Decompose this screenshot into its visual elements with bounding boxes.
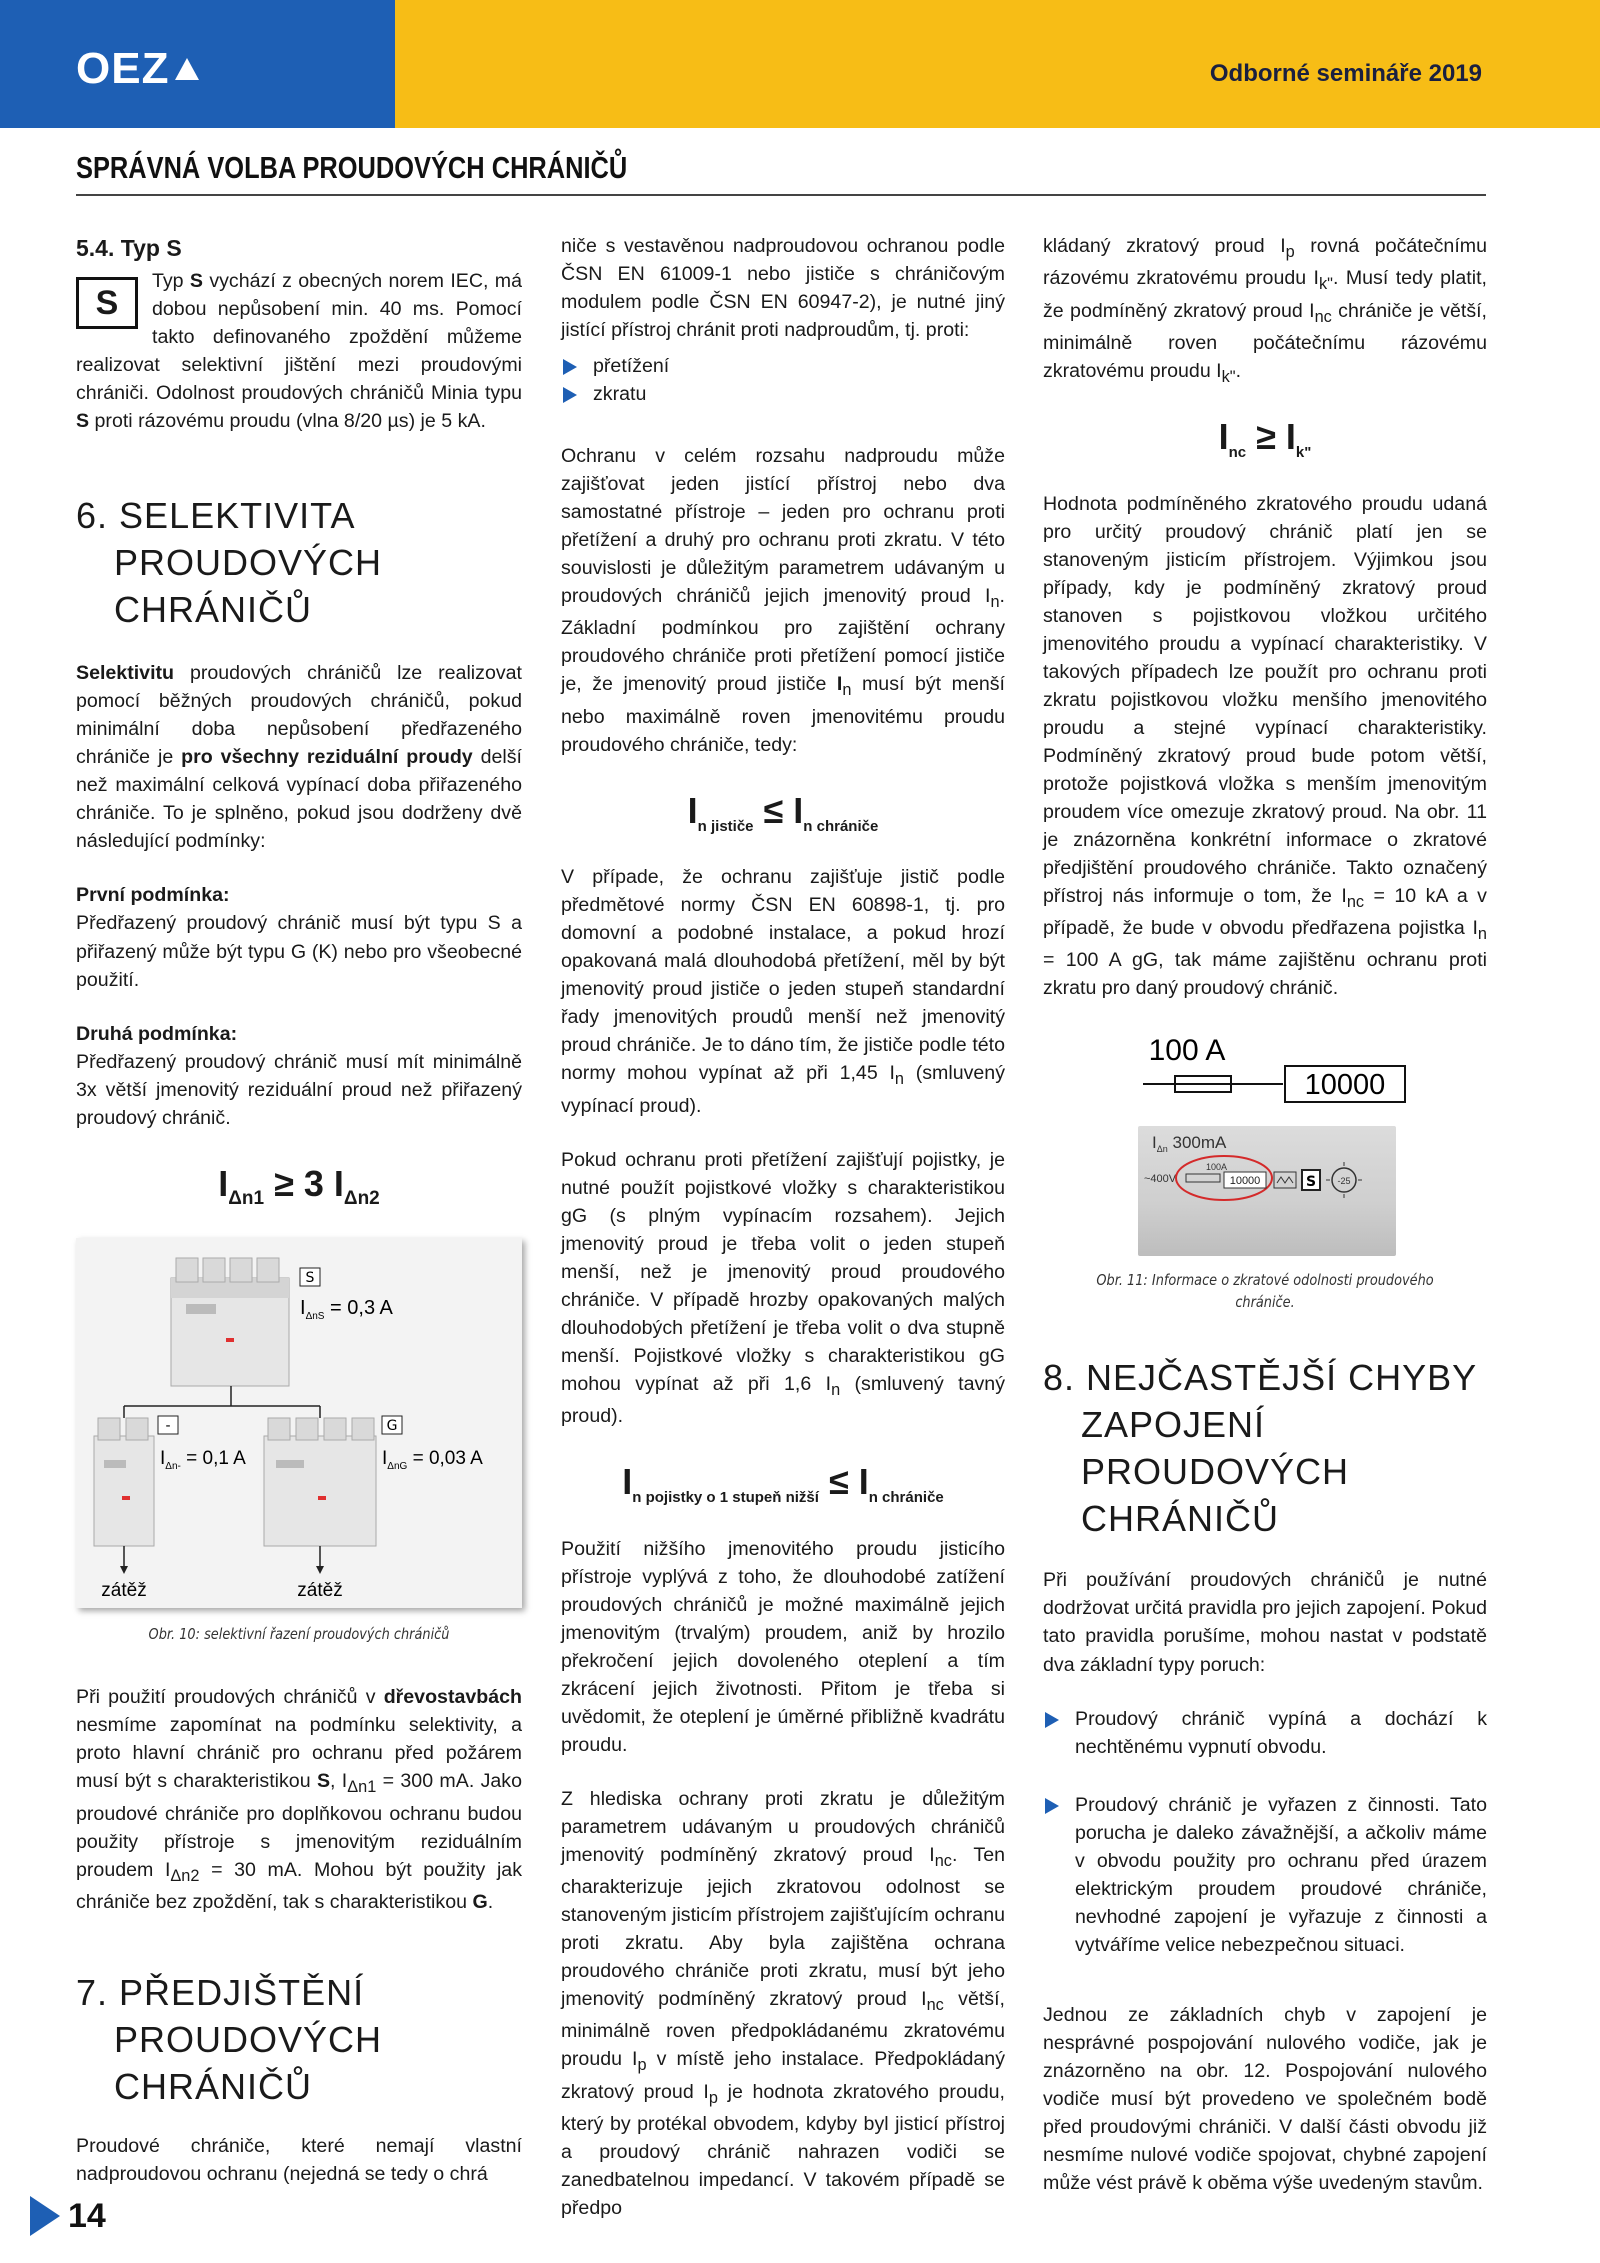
condition-2-heading: Druhá podmínka: bbox=[76, 1022, 238, 1045]
list-item: přetížení bbox=[561, 352, 1005, 380]
document-title: SPRÁVNÁ VOLBA PROUDOVÝCH CHRÁNIČŮ bbox=[76, 150, 628, 185]
type-s-label: S bbox=[305, 1269, 315, 1286]
section-7-intro-tail: niče s vestavěnou nadproudovou ochranou podle ČSN EN 61009-1 nebo jističe s chráničovým modulem podle ČSN EN 60947-2), je nutné jiný jistící přístroj chránit proti nadproudům, tj. proti: bbox=[561, 235, 1005, 342]
load-label-right: zátěž bbox=[297, 1579, 343, 1601]
logo-triangle-icon bbox=[175, 58, 199, 80]
photo-100a: 100A bbox=[1206, 1162, 1228, 1173]
oez-logo bbox=[76, 44, 199, 94]
figure-11-caption: Obr. 11: Informace o zkratové odolnosti proudového chrániče. bbox=[1096, 1271, 1434, 1311]
section-7-para-6-tail: kládaný zkratový proud $I_p$ rovná počátečnímu rázovému zkratovému proudu $I_{k"}$. Musí tedy platit, že podmíněný zkratový proud $I_{nc}$ chrániče je větší, minimálně roven počátečnímu rázovému zkratovému proudu $I_{k"}$. bbox=[1043, 235, 1488, 386]
fuse-diagram-svg bbox=[1043, 1028, 1487, 1126]
photo-current-text: $I_{\Delta n}$ 300mA bbox=[1152, 1133, 1227, 1155]
section-7-para-7: Hodnota podmíněného zkratového proudu udaná pro určitý proudový chránič platí jen se stanoveným jisticím přístrojem. Výjimkou jsou případy, kdy je podmíněný zkratový proud stanoven s pojistkovou vložkou určitého jmenovitého proudu a vypínací charakteristiky. V takových případech lze použít pro ochranu proti zkratu pojistkovou vložku menšího jmenovitého proudu a stejné vypínací charakteristiky. Podmíněný zkratový proud bude potom větší, protože pojistková vložka s menším jmenovitým proudem více omezuje zkratový proud. Na obr. 11 je znázorněna konkrétní informace o zkratové předjištění proudového chrániče. Takto označený přístroj nás informuje o tom, že $I_{nc} = 10$ kA a v případě, že bude v obvodu předřazena pojistka $I_n = 100$ A gG, tak máme zajištěnu ochranu proti zkratu pro daný proudový chránič. bbox=[1043, 492, 1487, 1000]
condition-1-heading: První podmínka: bbox=[76, 884, 230, 907]
photo-10000: 10000 bbox=[1229, 1175, 1261, 1188]
rcd-label-svg bbox=[1138, 1126, 1396, 1256]
load-label-left: zátěž bbox=[101, 1579, 147, 1601]
section-6-intro: Selektivitu proudových chráničů lze realizovat pomocí běžných proudových chráničů, pokud minimální doba nepůsobení předřazeného chrániče je pro všechny reziduální proudy delší než maximální celková vypínací doba přiřazeného chrániče. To je splněno, pokud jsou dodrženy dvě následující podmínky: bbox=[76, 662, 522, 853]
section-7-intro: Proudové chrániče, které nemají vlastní nadproudovou ochranu (nejedná se tedy o chrá bbox=[76, 2135, 522, 2186]
selective-diagram-svg bbox=[76, 1238, 522, 1608]
column-1 bbox=[76, 232, 522, 2188]
section-7-heading: 7. PŘEDJIŠTĚNÍ PROUDOVÝCH CHRÁNIČŮ bbox=[76, 1971, 383, 2107]
photo-voltage-text: ~400V bbox=[1144, 1173, 1177, 1186]
figure-10-caption: Obr. 10: selektivní řazení proudových chráničů bbox=[148, 1624, 450, 1643]
rcd-main-device bbox=[171, 1258, 289, 1386]
page-footer bbox=[30, 2196, 106, 2236]
rcd-left-device bbox=[94, 1418, 154, 1546]
selectivity-formula: $I_{\Delta n1} \ge 3$ $I_{\Delta n2}$ bbox=[218, 1162, 380, 1209]
list-item: zkratu bbox=[561, 380, 1005, 408]
section-7-para-4: Pokud ochranu proti přetížení zajišťují pojistky, je nutné použít pojistkové vložky s charakteristikou gG (s plným vypínacím rozsahem). Jejich jmenovitý proud je třeba volit o jeden stupeň menší, než je jmenovitý proud proudového chrániče. V případě hrozby opakovaných malých dlouhodobých přetížení je třeba volit o dva stupně menší. Pojistkové vložky s charakteristikou gG mohou vypínat až při 1,6 $I_n$ (smluvený tavný proud). bbox=[561, 1148, 1005, 1428]
short-circuit-rating: 10000 bbox=[1304, 1069, 1386, 1102]
formula-breaker: $I_{n jističe} \le I_{n chrániče}$ bbox=[687, 789, 879, 835]
fuse-rating-label: 100 A bbox=[1148, 1034, 1226, 1068]
title-divider bbox=[76, 194, 1486, 196]
section-6-heading: 6. SELEKTIVITA PROUDOVÝCH CHRÁNIČŮ bbox=[76, 494, 383, 630]
page-number: 14 bbox=[68, 2196, 106, 2235]
section-54-text: S Typ S vychází z obecných norem IEC, má dobou nepůsobení min. 40 ms. Pomocí takto definovaného zpoždění můžeme realizovat selektivní jištění mezi proudovými chrániči. Odolnost proudových chráničů Minia typu S proti rázovému proudu (vlna 8/20 µs) je 5 kA. bbox=[76, 269, 522, 432]
list-item: Proudový chránič vypíná a dochází k nechtěnému vypnutí obvodu. bbox=[1043, 1705, 1487, 1761]
rcd-right-device bbox=[264, 1418, 376, 1546]
list-item: Proudový chránič je vyřazen z činnosti. Tato porucha je daleko závažnější, a ačkoliv máme v obvodu použity pro ochranu před úrazem elektrickým proudem proudové chrániče, nevhodné zapojení je vyřazuje z činnosti a vytváříme velice nebezpečnou situaci. bbox=[1043, 1791, 1487, 1959]
formula-fuse: $I_{n pojistky o 1 stupeň nižší} \le I_{n chrániče}$ bbox=[622, 1461, 944, 1507]
rcd-left-current: $I_{\Delta n-} = 0,1$ A bbox=[160, 1447, 246, 1472]
rcd-right-current: $I_{\Delta nG} = 0,03$ A bbox=[382, 1447, 483, 1472]
rcd-main-current: $I_{\Delta nS} = 0,3$ A bbox=[300, 1296, 393, 1322]
column-2-content bbox=[561, 232, 1005, 2248]
header-series: Odborné semináře 2019 bbox=[1209, 60, 1482, 87]
type-g-label: G bbox=[386, 1417, 398, 1434]
condition-2-text: Předřazený proudový chránič musí mít minimálně 3x větší jmenovitý reziduální proud než přiřazený proudový chránič. bbox=[76, 1050, 522, 1129]
rcd-label-photo bbox=[1138, 1126, 1396, 1256]
section-7-para-2: Ochranu v celém rozsahu nadproudu může zajišťovat jeden jistící přístroj nebo dva samostatné přístroje – jeden pro ochranu proti přetížení a druhý pro ochranu proti zkratu. V této souvislosti je důležitým parametrem udávaným u proudových chráničů jejich jmenovitý proud $I_n$. Základní podmínkou pro zajištění ochrany proudového chrániče proti přetížení pomocí jističe je, že jmenovitý proud jističe $I_n$ musí být menší nebo maximálně roven jmenovitému proudu proudového chrániče, tedy: bbox=[561, 445, 1005, 756]
section-8-para-2: Jednou ze základních chyb v zapojení je nesprávné pospojování nulového vodiče, jak je znázorněno na obr. 12. Pospojování nulového vodiče musí být provedeno ve společném bodě před proudovými chrániči. V další části obvodu již nesmíme nulové vodiče spojovat, chybné zapojení může vést právě k oběma výše uvedeným stavům. bbox=[1043, 2003, 1487, 2194]
type-s-badge: S bbox=[76, 277, 138, 329]
column-3 bbox=[1043, 232, 1487, 2223]
formula-short-circuit: $I_{nc} \ge I_{k"}$ bbox=[1218, 416, 1312, 462]
type-dash-label: - bbox=[165, 1417, 171, 1434]
photo-s-badge: S bbox=[1305, 1174, 1317, 1191]
figure-11 bbox=[1043, 1028, 1487, 1260]
section-8-intro: Při používání proudových chráničů je nutné dodržovat určitá pravidla pro jejich zapojení. Pokud tato pravidla porušíme, mohou nastat v podstatě dva základní typy poruch: bbox=[1043, 1569, 1487, 1676]
section-6-wood-buildings: Při použití proudových chráničů v dřevostavbách nesmíme zapomínat na podmínku selektivity, a proto hlavní chránič pro ochranu před požárem musí být s charakteristikou S, $I_{\Delta n1} = 300$ mA. Jako proudové chrániče pro doplňkovou ochranu budou použity přístroje s jmenovitým reziduálním proudem $I_{\Delta n2} = 30$ mA. Mohou být použity jak chrániče bez zpoždění, tak s charakteristikou G. bbox=[76, 1686, 522, 1913]
section-7-para-3: V případe, že ochranu zajišťuje jistič podle předmětové normy ČSN EN 60898-1, tj. pro domovní a podobné instalace, a pokud hrozí opakovaná malá dlouhodobá přetížení, měl by být jmenovitý proud jističe o jeden stupeň standardní řady jmenovitých proudů menší než jmenovitý proud chrániče. Je to dáno tím, že jističe podle této normy mohou vypínat až při 1,45 $I_n$ (smluvený vypínací proud). bbox=[561, 866, 1006, 1117]
logo-text: OEZ bbox=[76, 44, 170, 93]
condition-1-text: Předřazený proudový chránič musí být typu S a přiřazený může být typu G (K) nebo pro všeobecné použití. bbox=[76, 912, 522, 991]
overcurrent-list bbox=[561, 352, 1005, 408]
page-arrow-icon bbox=[30, 2196, 60, 2236]
photo-temp: -25 bbox=[1337, 1176, 1351, 1187]
figure-10-selective-diagram bbox=[76, 1238, 522, 1608]
section-7-para-5: Použití nižšího jmenovitého proudu jisticího přístroje vyplývá z toho, že dlouhodobé zatížení proudových chráničů je možné maximálně jejich jmenovitým (trvalým) proudem, aniž by hrozilo překročení jejich dovoleného oteplení a tím zkrácení jejich životnosti. Přitom je třeba si uvědomit, že oteplení je úměrné přibližně kvadrátu proudu. bbox=[561, 1537, 1005, 1756]
fault-types-list bbox=[1043, 1705, 1487, 1959]
section-8-heading: 8. NEJČASTĚJŠÍ CHYBY ZAPOJENÍ PROUDOVÝCH CHRÁNIČŮ bbox=[1043, 1357, 1478, 1539]
section-7-para-6: Z hlediska ochrany proti zkratu je důležitým parametrem udávaným u proudových chráničů jmenovitý podmíněný zkratový proud $I_{nc}$. Ten charakterizuje jejich zkratovou odolnost se stanoveným jisticím přístrojem zajišťujícím ochranu proti zkratu. Aby byla zajištěna ochrana proudového chrániče proti zkratu, musí být jeho jmenovitý podmíněný zkratový proud $I_{nc}$ větší, minimálně roven předpokládanému zkratovému proudu $I_p$ v místě jeho instalace. Předpokládaný zkratový proud $I_p$ je hodnota zkratového proudu, který by protékal obvodem, kdyby byl jisticí přístroj a proudový chránič nahrazen vodiči se zanedbatelnou impedancí. V takovém případě se předpo bbox=[561, 1787, 1006, 2220]
section-54-heading: 5.4. Typ S bbox=[76, 235, 182, 261]
